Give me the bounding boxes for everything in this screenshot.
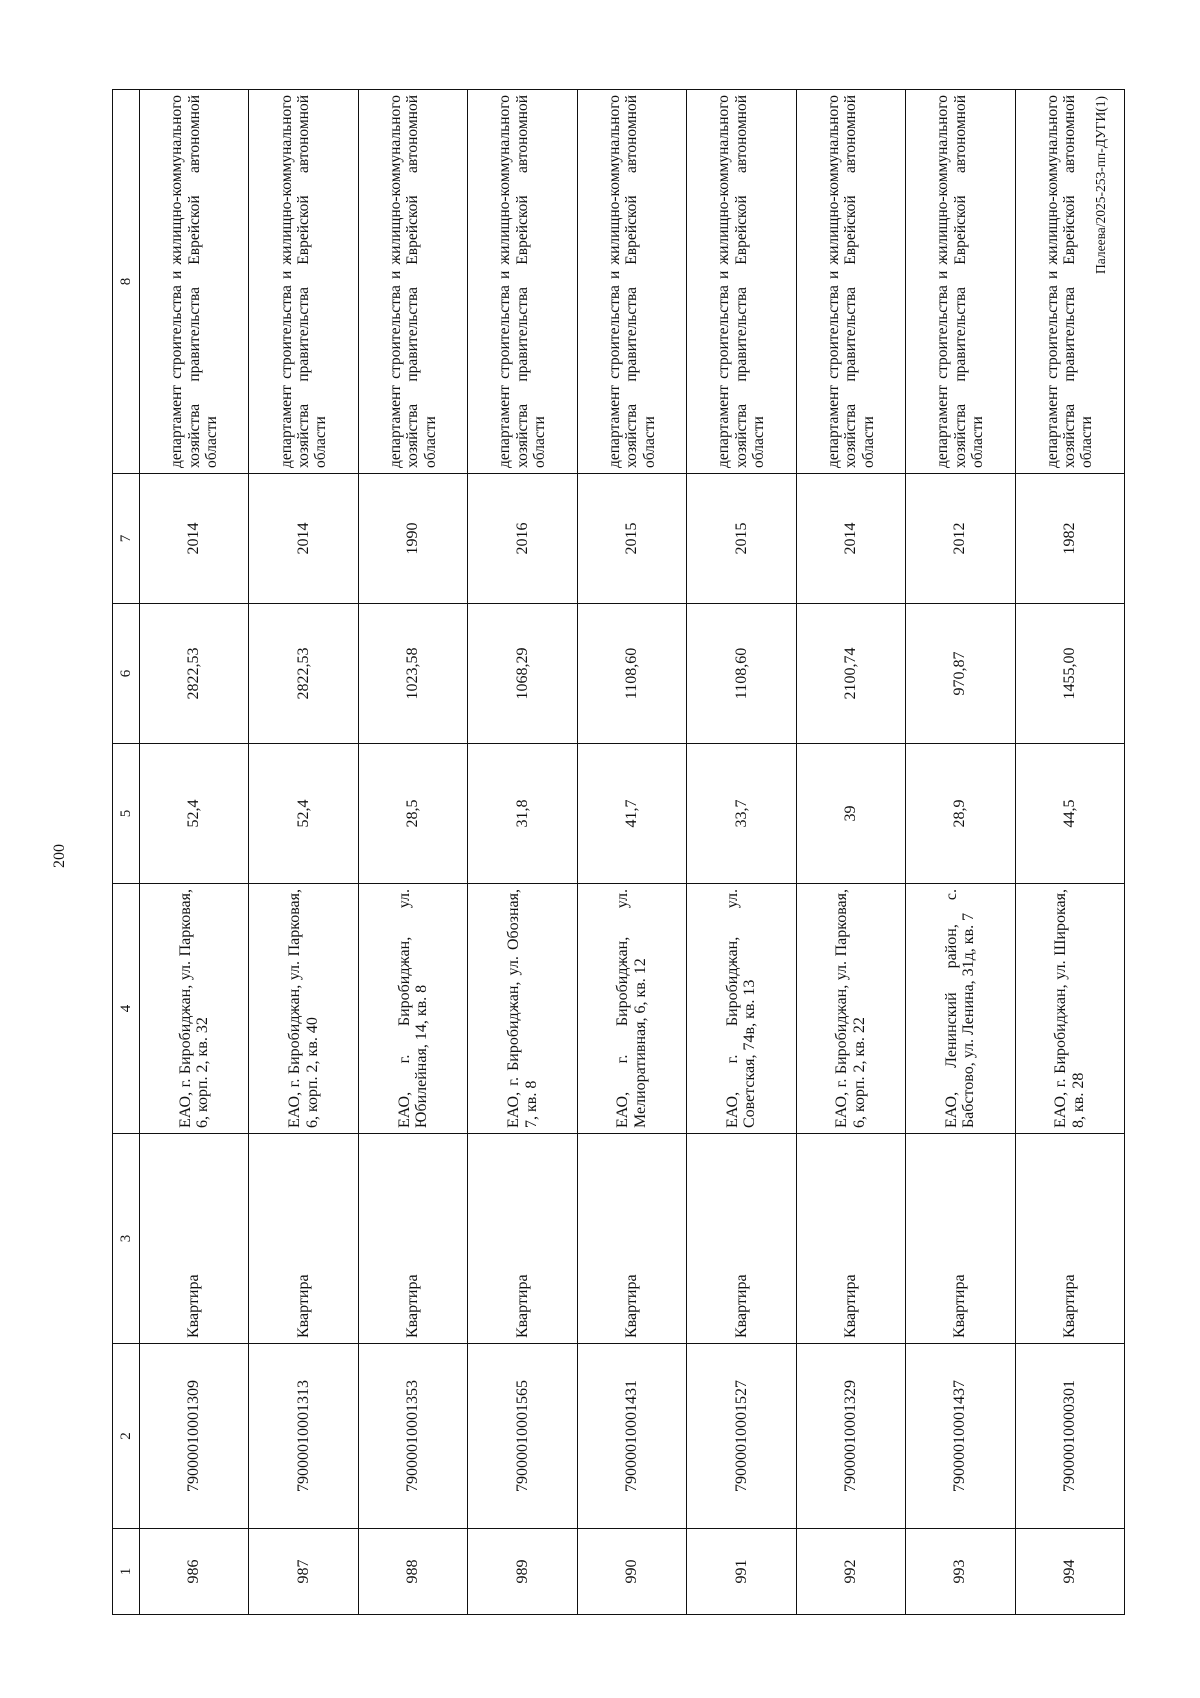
cadastral-value-cell: 1455,00 [1015,604,1125,744]
area-cell: 44,5 [1015,744,1125,884]
area-cell: 31,8 [468,744,577,884]
area-cell: 39 [796,744,905,884]
area-cell: 28,5 [358,744,467,884]
area-cell: 33,7 [687,744,796,884]
area-cell: 41,7 [577,744,686,884]
row-number-cell: 989 [468,1529,577,1615]
cadastral-number-cell: 79000010001309 [140,1344,249,1529]
object-type-cell: Квартира [468,1134,577,1344]
row-number-cell: 994 [1015,1529,1125,1615]
object-type-cell: Квартира [687,1134,796,1344]
address-cell: ЕАО, г. Биробиджан, ул. Парковая, 6, корп. 2, кв. 40 [249,884,358,1134]
header-col-6: 6 [113,604,140,744]
address-cell: ЕАО, Ленинский район, с. Бабстово, ул. Ленина, 31д, кв. 7 [906,884,1015,1134]
cadastral-value-cell: 970,87 [906,604,1015,744]
year-cell: 2014 [249,474,358,604]
cadastral-number-cell: 79000010001431 [577,1344,686,1529]
header-col-4: 4 [113,884,140,1134]
address-cell: ЕАО, г. Биробиджан, ул. Парковая, 6, корп. 2, кв. 22 [796,884,905,1134]
cadastral-value-cell: 2822,53 [140,604,249,744]
year-cell: 2015 [687,474,796,604]
cadastral-value-cell: 1023,58 [358,604,467,744]
owner-cell: департамент строительства и жилищно-коммунального хозяйства правительства Еврейской автономной области [796,90,905,474]
row-number-cell: 993 [906,1529,1015,1615]
table-row [358,90,467,1615]
object-type-cell: Квартира [358,1134,467,1344]
year-cell: 2012 [906,474,1015,604]
cadastral-number-cell: 79000010001437 [906,1344,1015,1529]
header-col-5: 5 [113,744,140,884]
object-type-cell: Квартира [1015,1134,1125,1344]
owner-cell: департамент строительства и жилищно-коммунального хозяйства правительства Еврейской автономной области [358,90,467,474]
cadastral-number-cell: 79000010001565 [468,1344,577,1529]
object-type-cell: Квартира [577,1134,686,1344]
object-type-cell: Квартира [249,1134,358,1344]
year-cell: 2015 [577,474,686,604]
owner-cell: департамент строительства и жилищно-коммунального хозяйства правительства Еврейской автономной области [1015,90,1125,474]
area-cell: 52,4 [140,744,249,884]
table-row [577,90,686,1615]
table-row [140,90,249,1615]
page-number: 200 [51,844,68,868]
table-row [796,90,905,1615]
cadastral-number-cell: 79000010001313 [249,1344,358,1529]
header-col-8: 8 [113,90,140,474]
address-cell: ЕАО, г. Биробиджан, ул. Широкая, 8, кв. 28 [1015,884,1125,1134]
cadastral-value-cell: 1108,60 [687,604,796,744]
header-row [113,90,140,1615]
owner-cell: департамент строительства и жилищно-коммунального хозяйства правительства Еврейской автономной области [468,90,577,474]
cadastral-number-cell: 79000010001353 [358,1344,467,1529]
row-number-cell: 988 [358,1529,467,1615]
cadastral-number-cell: 79000010001329 [796,1344,905,1529]
header-col-1: 1 [113,1529,140,1615]
row-number-cell: 990 [577,1529,686,1615]
area-cell: 28,9 [906,744,1015,884]
header-col-7: 7 [113,474,140,604]
year-cell: 2014 [796,474,905,604]
owner-cell: департамент строительства и жилищно-коммунального хозяйства правительства Еврейской автономной области [249,90,358,474]
row-number-cell: 992 [796,1529,905,1615]
area-cell: 52,4 [249,744,358,884]
address-cell: ЕАО, г. Биробиджан, ул. Юбилейная, 14, кв. 8 [358,884,467,1134]
document-code: Палеева/2025-253-пп-ДУГИ(1) [1093,96,1108,274]
cadastral-number-cell: 79000010001527 [687,1344,796,1529]
property-table [112,89,1125,1615]
cadastral-value-cell: 1068,29 [468,604,577,744]
year-cell: 2016 [468,474,577,604]
cadastral-value-cell: 2822,53 [249,604,358,744]
property-table-container [112,90,1125,1615]
owner-cell: департамент строительства и жилищно-коммунального хозяйства правительства Еврейской автономной области [577,90,686,474]
object-type-cell: Квартира [140,1134,249,1344]
table-row [687,90,796,1615]
cadastral-value-cell: 1108,60 [577,604,686,744]
row-number-cell: 986 [140,1529,249,1615]
table-body [140,90,1125,1615]
object-type-cell: Квартира [906,1134,1015,1344]
owner-cell: департамент строительства и жилищно-коммунального хозяйства правительства Еврейской автономной области [140,90,249,474]
address-cell: ЕАО, г. Биробиджан, ул. Советская, 74в, кв. 13 [687,884,796,1134]
table-row [468,90,577,1615]
cadastral-number-cell: 79000010000301 [1015,1344,1125,1529]
year-cell: 1982 [1015,474,1125,604]
table-row [249,90,358,1615]
row-number-cell: 987 [249,1529,358,1615]
object-type-cell: Квартира [796,1134,905,1344]
address-cell: ЕАО, г. Биробиджан, ул. Парковая, 6, корп. 2, кв. 32 [140,884,249,1134]
year-cell: 1990 [358,474,467,604]
year-cell: 2014 [140,474,249,604]
row-number-cell: 991 [687,1529,796,1615]
cadastral-value-cell: 2100,74 [796,604,905,744]
address-cell: ЕАО, г. Биробиджан, ул. Обозная, 7, кв. 8 [468,884,577,1134]
owner-cell: департамент строительства и жилищно-коммунального хозяйства правительства Еврейской автономной области [687,90,796,474]
header-col-2: 2 [113,1344,140,1529]
header-col-3: 3 [113,1134,140,1344]
owner-cell: департамент строительства и жилищно-коммунального хозяйства правительства Еврейской автономной области [906,90,1015,474]
table-row [906,90,1015,1615]
address-cell: ЕАО, г. Биробиджан, ул. Мелиоративная, 6, кв. 12 [577,884,686,1134]
table-row [1015,90,1125,1615]
